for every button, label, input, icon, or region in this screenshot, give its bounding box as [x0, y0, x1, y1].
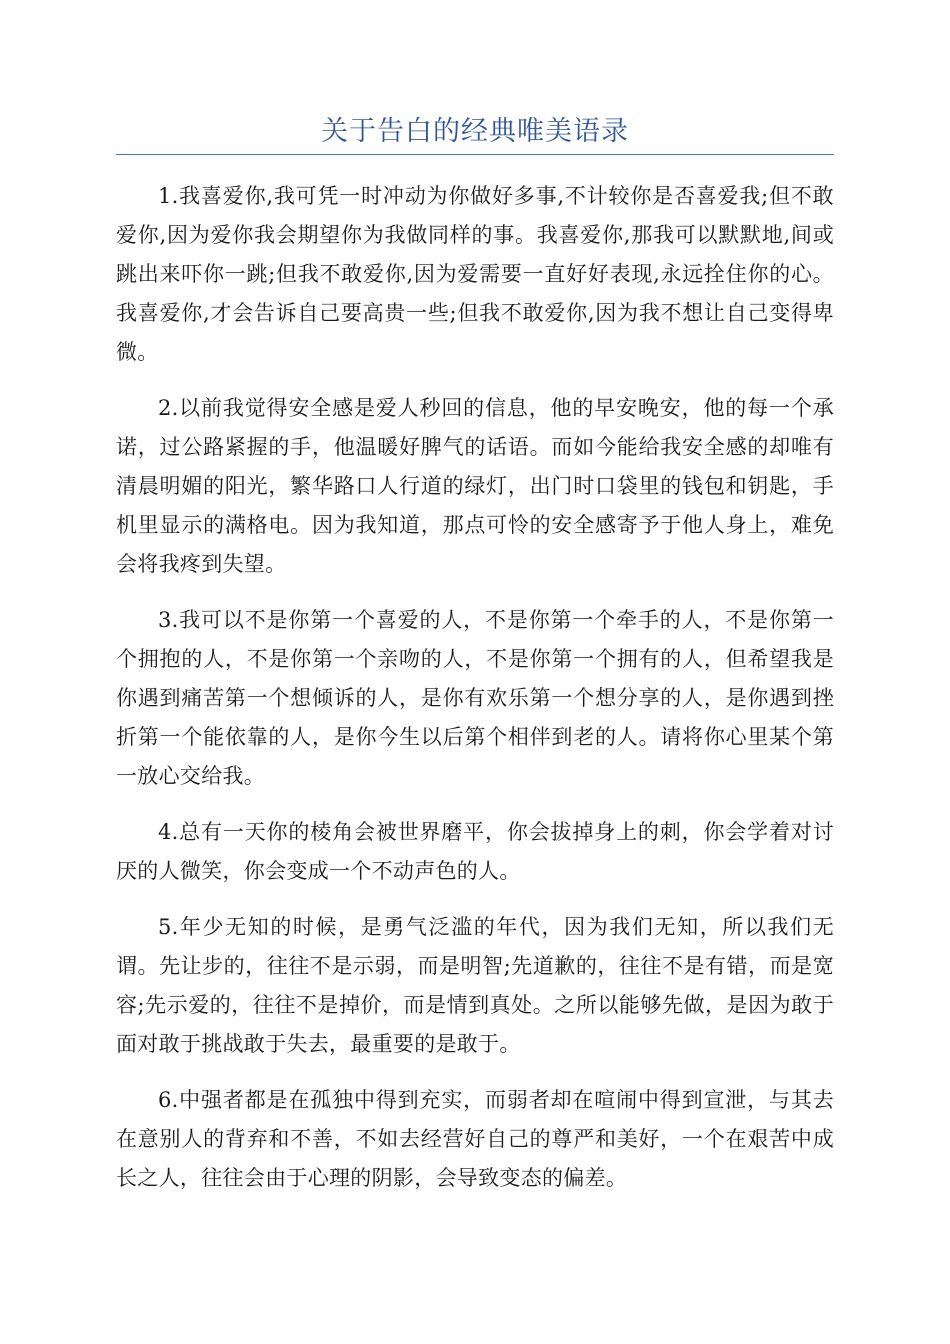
paragraph-3: 3.我可以不是你第一个喜爱的人，不是你第一个牵手的人，不是你第一个拥抱的人，不是你第一个亲吻的人，不是你第一个拥有的人，但希望我是你遇到痛苦第一个想倾诉的人，是你有欢乐第一个想分享的人，是你遇到挫折第一个能依靠的人，是你今生以后第个相伴到老的人。请将你心里某个第一放心交给我。 [116, 608, 834, 788]
document-body [116, 177, 834, 1215]
paragraph-4: 4.总有一天你的棱角会被世界磨平，你会拔掉身上的刺，你会学着对讨厌的人微笑，你会变成一个不动声色的人。 [116, 820, 834, 883]
paragraph-1: 1.我喜爱你,我可凭一时冲动为你做好多事,不计较你是否喜爱我;但不敢爱你,因为爱你我会期望你为我做同样的事。我喜爱你,那我可以默默地,间或跳出来吓你一跳;但我不敢爱你,因为爱需要一直好好表现,永远拴住你的心。我喜爱你,才会告诉自己要高贵一些;但我不敢爱你,因为我不想让自己变得卑微。 [116, 184, 834, 364]
page-title: 关于告白的经典唯美语录 [321, 116, 629, 147]
paragraph-2: 2.以前我觉得安全感是爱人秒回的信息，他的早安晚安，他的每一个承诺，过公路紧握的手，他温暖好脾气的话语。而如今能给我安全感的却唯有清晨明媚的阳光，繁华路口人行道的绿灯，出门时口袋里的钱包和钥匙，手机里显示的满格电。因为我知道，那点可怜的安全感寄予于他人身上，难免会将我疼到失望。 [116, 396, 834, 576]
paragraph-6: 6.中强者都是在孤独中得到充实，而弱者却在喧闹中得到宣泄，与其去在意别人的背弃和不善，不如去经营好自己的尊严和美好，一个在艰苦中成长之人，往往会由于心理的阴影，会导致变态的偏差。 [116, 1088, 834, 1190]
paragraph-5: 5.年少无知的时候，是勇气泛滥的年代，因为我们无知，所以我们无谓。先让步的，往往不是示弱，而是明智;先道歉的，往往不是有错，而是宽容;先示爱的，往往不是掉价，而是情到真处。之所以能够先做，是因为敢于面对敢于挑战敢于失去，最重要的是敢于。 [116, 915, 834, 1056]
title-underline [116, 154, 834, 155]
